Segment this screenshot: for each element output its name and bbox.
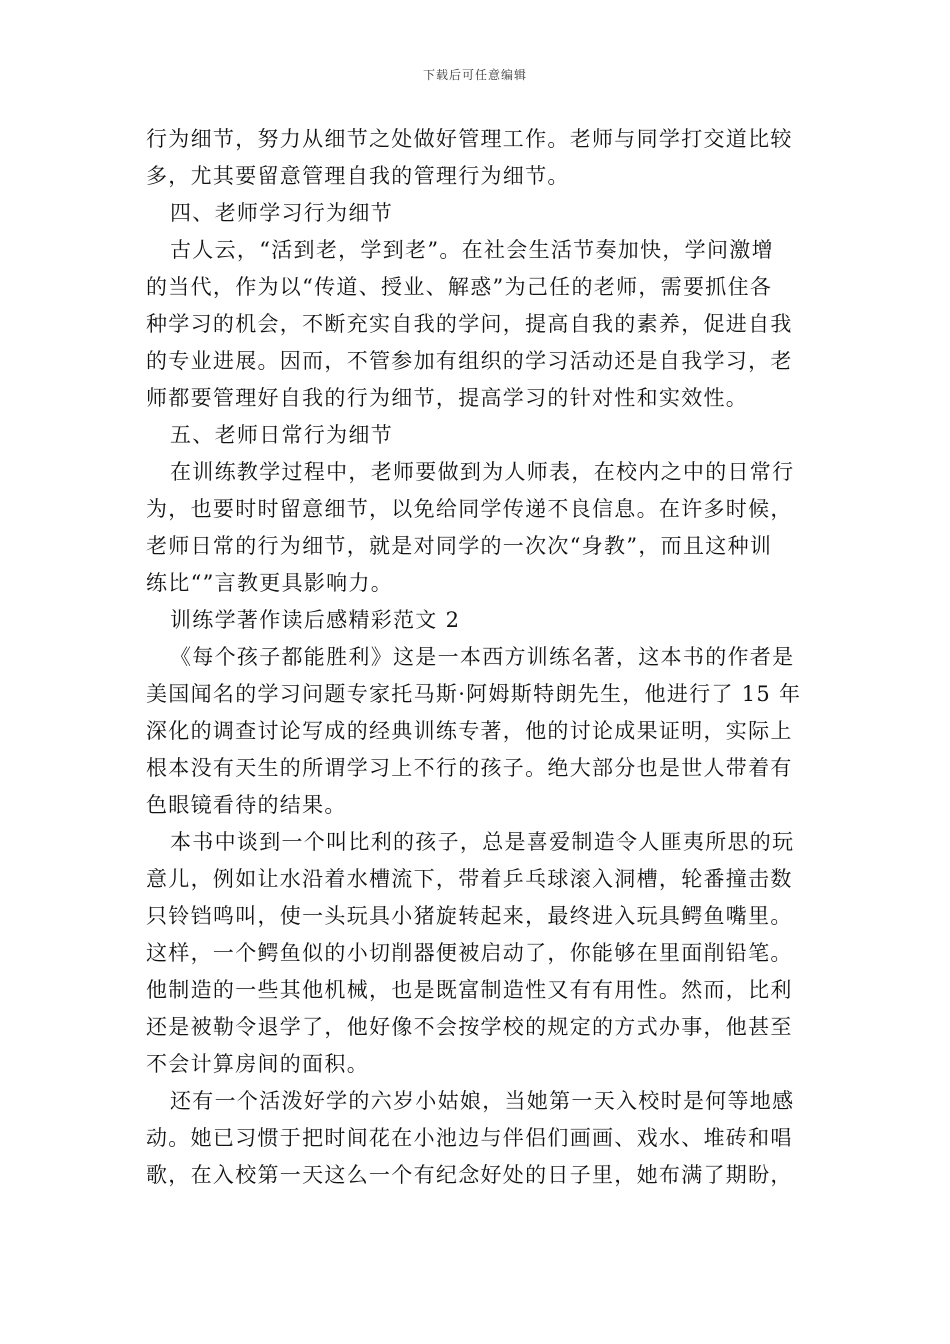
text-line: 美国闻名的学习问题专家托马斯·阿姆斯特朗先生，他进行了 15 年 bbox=[146, 682, 802, 706]
section-heading: 五、老师日常行为细节 bbox=[170, 423, 393, 447]
text-line: 他制造的一些其他机械，也是既富制造性又有有用性。然而，比利 bbox=[146, 978, 793, 1002]
text-line: 还有一个活泼好学的六岁小姑娘，当她第一天入校时是何等地感 bbox=[170, 1089, 795, 1113]
text-line: 的专业进展。因而，不管参加有组织的学习活动还是自我学习，老 bbox=[146, 349, 793, 373]
text-line: 深化的调查讨论写成的经典训练专著，他的讨论成果证明，实际上 bbox=[146, 719, 793, 743]
text-line: 为，也要时时留意细节，以免给同学传递不良信息。在许多时候， bbox=[146, 497, 793, 521]
text-line: 多，尤其要留意管理自我的管理行为细节。 bbox=[146, 164, 570, 188]
text-line: 色眼镜看待的结果。 bbox=[146, 793, 347, 817]
text-line: 不会计算房间的面积。 bbox=[146, 1052, 369, 1076]
text-line: 歌，在入校第一天这么一个有纪念好处的日子里，她布满了期盼， bbox=[146, 1163, 793, 1187]
text-line: 的当代，作为以“传道、授业、解惑”为己任的老师，需要抓住各 bbox=[146, 275, 773, 299]
text-line: 意儿，例如让水沿着水槽流下，带着乒乓球滚入洞槽，轮番撞击数 bbox=[146, 867, 793, 891]
text-line: 师都要管理好自我的行为细节，提高学习的针对性和实效性。 bbox=[146, 386, 749, 410]
text-line: 行为细节，努力从细节之处做好管理工作。老师与同学打交道比较 bbox=[146, 127, 793, 151]
article-title: 训练学著作读后感精彩范文 2 bbox=[170, 608, 461, 632]
document-body bbox=[146, 121, 810, 1194]
text-line: 只铃铛鸣叫，使一头玩具小猪旋转起来，最终进入玩具鳄鱼嘴里。 bbox=[146, 904, 793, 928]
text-line: 种学习的机会，不断充实自我的学问，提高自我的素养，促进自我 bbox=[146, 312, 793, 336]
page-header-note: 下载后可任意编辑 bbox=[422, 68, 527, 82]
text-line: 练比“”言教更具影响力。 bbox=[146, 571, 394, 595]
text-line: 还是被勒令退学了，他好像不会按学校的规定的方式办事，他甚至 bbox=[146, 1015, 793, 1039]
text-line: 根本没有天生的所谓学习上不行的孩子。绝大部分也是世人带着有 bbox=[146, 756, 793, 780]
text-line: 本书中谈到一个叫比利的孩子，总是喜爱制造令人匪夷所思的玩 bbox=[170, 830, 795, 854]
text-line: 动。她已习惯于把时间花在小池边与伴侣们画画、戏水、堆砖和唱 bbox=[146, 1126, 793, 1150]
section-heading: 四、老师学习行为细节 bbox=[170, 201, 393, 225]
text-line: 这样，一个鳄鱼似的小切削器便被启动了，你能够在里面削铅笔。 bbox=[146, 941, 793, 965]
text-line: 在训练教学过程中，老师要做到为人师表，在校内之中的日常行 bbox=[170, 460, 795, 484]
text-line: 古人云，“活到老，学到老”。在社会生活节奏加快，学问激增 bbox=[170, 238, 774, 262]
text-line: 老师日常的行为细节，就是对同学的一次次“身教”，而且这种训 bbox=[146, 534, 773, 558]
text-line: 《每个孩子都能胜利》这是一本西方训练名著，这本书的作者是 bbox=[170, 645, 795, 669]
